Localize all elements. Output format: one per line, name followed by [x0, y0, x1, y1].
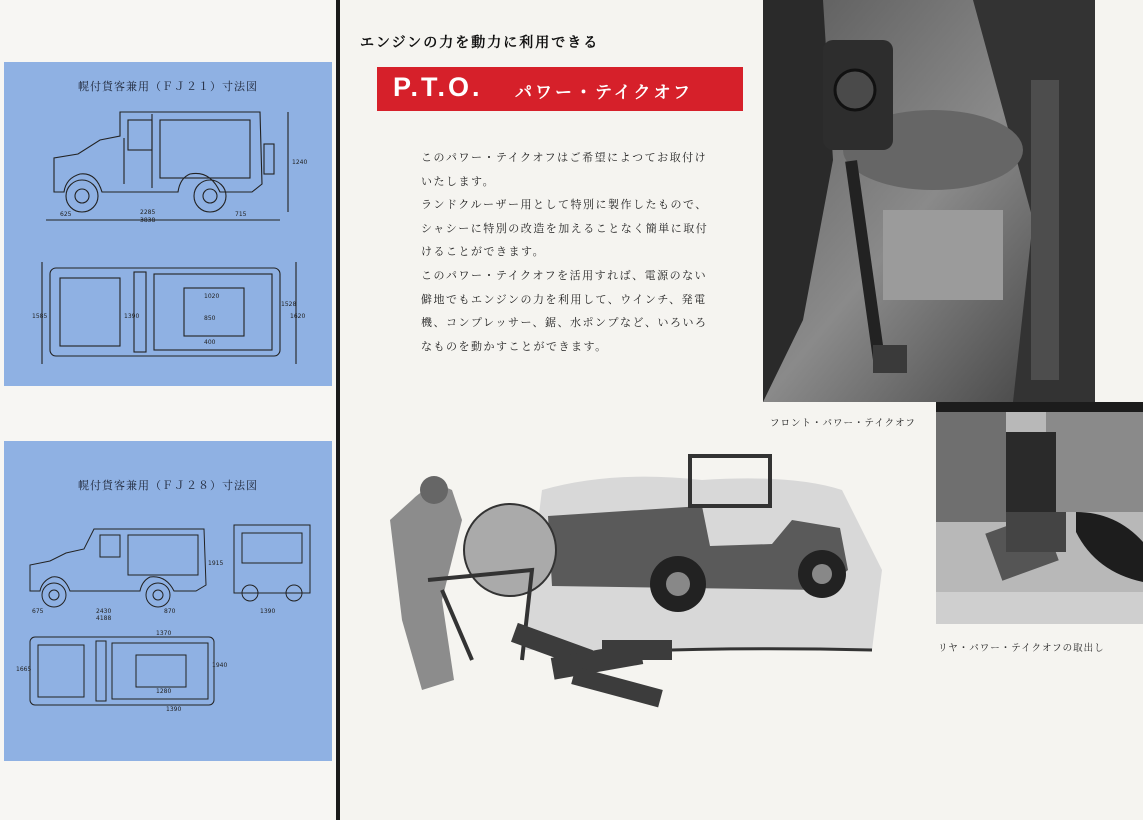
pto-description — [421, 146, 711, 358]
pto-title-banner — [377, 67, 743, 111]
front-pto-photo — [763, 0, 1095, 402]
fj28-dim-height: 1915 — [208, 560, 224, 567]
fj28-dim-tread: 1390 — [260, 608, 276, 615]
pto-title-main: P.T.O. — [393, 72, 483, 102]
fj28-dim-bed-length: 1370 — [156, 630, 172, 637]
fj28-top-view-drawing — [16, 627, 226, 713]
fj21-dim-width: 1620 — [290, 313, 306, 320]
fj28-dim-seat: 1390 — [166, 706, 182, 713]
fj28-dimension-panel — [4, 441, 332, 761]
pto-heading: エンジンの力を動力に利用できる — [360, 35, 600, 51]
pto-saw-illustration — [372, 450, 892, 712]
fj21-dim-tread: 1528 — [281, 301, 297, 308]
fj21-dim-front-overhang: 625 — [60, 211, 72, 218]
rear-pto-photo — [936, 402, 1143, 624]
fj21-side-view-drawing — [40, 104, 308, 224]
fj28-dim-width: 1940 — [212, 662, 228, 669]
fj28-dim-overall-width: 1665 — [16, 666, 32, 673]
fj28-dim-wheelbase: 2430 — [96, 608, 112, 615]
fj21-dim-height: 1240 — [292, 159, 308, 166]
fj21-dim-wheelbase: 2285 — [140, 209, 156, 216]
fj28-dim-rear-overhang: 870 — [164, 608, 176, 615]
fj21-top-view-drawing — [34, 258, 308, 370]
pto-title-sub: パワー・テイクオフ — [515, 83, 693, 103]
fj21-dim-bed-length: 1020 — [204, 293, 220, 300]
fj28-dim-length: 4188 — [96, 615, 112, 622]
pto-paragraph-3: このパワー・テイクオフを活用すれば、電源のない僻地でもエンジンの力を利用して、ウインチ、発電機、コンプレッサー、鋸、水ポンプなど、いろいろなものを動かすことができます。 — [421, 268, 708, 353]
fj21-dimension-panel — [4, 62, 332, 386]
fj21-dim-seat: 1390 — [124, 313, 140, 320]
fj21-dim-length: 3838 — [140, 217, 156, 224]
pto-paragraph-2: ランドクルーザー用として特別に製作したもので、シャシーに特別の改造を加えることなく簡単に取付けることができます。 — [421, 198, 709, 259]
fj28-side-view-drawing — [24, 521, 324, 621]
fj21-dim-overall-width: 1585 — [32, 313, 48, 320]
rear-pto-caption: リヤ・パワー・テイクオフの取出し — [938, 643, 1105, 654]
pto-paragraph-1: このパワー・テイクオフはご希望によつてお取付けいたします。 — [421, 151, 708, 188]
fj21-dim-bed-width: 850 — [204, 315, 216, 322]
fj21-dim-rear-overhang: 715 — [235, 211, 247, 218]
fj21-dim-door: 400 — [204, 339, 216, 346]
front-pto-caption: フロント・パワー・テイクオフ — [770, 418, 916, 429]
fj21-panel-title: 幌付貨客兼用（ＦＪ２１）寸法図 — [78, 80, 258, 93]
fj28-panel-title: 幌付貨客兼用（ＦＪ２８）寸法図 — [78, 479, 258, 492]
fj28-dim-bed-width: 1280 — [156, 688, 172, 695]
fj28-dim-front-overhang: 675 — [32, 608, 44, 615]
